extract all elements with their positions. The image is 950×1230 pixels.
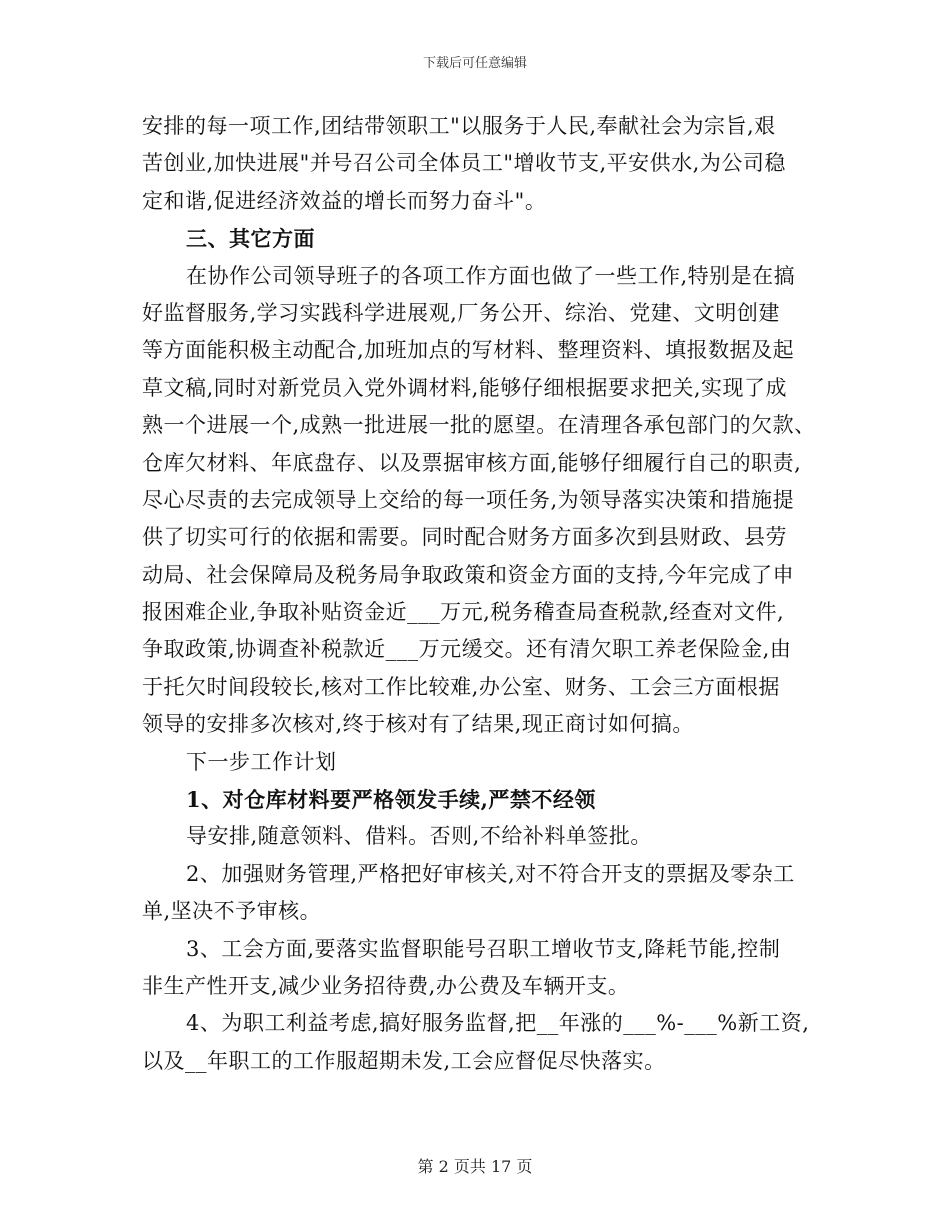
paragraph-line: 定和谐,促进经济效益的增长而努力奋斗"。 (142, 188, 547, 213)
paragraph-line: 争取政策,协调查补税款近___万元缓交。还有清欠职工养老保险金,由 (142, 637, 792, 662)
paragraph-line: 苦创业,加快进展"并号召公司全体员工"增收节支,平安供水,为公司稳 (142, 151, 786, 176)
paragraph-line: 安排的每一项工作,团结带领职工"以服务于人民,奉献社会为宗旨,艰 (142, 114, 776, 138)
paragraph-line: 导安排,随意领料、借料。否则,不给补料单签批。 (186, 824, 652, 849)
document-body (142, 108, 822, 1080)
paragraph-line: 非生产性开支,减少业务招待费,办公费及车辆开支。 (142, 973, 630, 998)
page-header-note: 下载后可任意编辑 (422, 56, 527, 71)
paragraph-line: 好监督服务,学习实践科学进展观,厂务公开、综治、党建、文明创建 (142, 300, 780, 325)
paragraph-line: 单,坚决不予审核。 (142, 899, 322, 924)
paragraph-line: 仓库欠材料、年底盘存、以及票据审核方面,能够仔细履行自己的职责, (142, 450, 802, 475)
paragraph-line: 等方面能积极主动配合,加班加点的写材料、整理资料、填报数据及起 (142, 338, 795, 363)
paragraph-line: 以及__年职工的工作服超期未发,工会应督促尽快落实。 (142, 1048, 666, 1073)
paragraph-line: 4、为职工利益考虑,搞好服务监督,把__年涨的___%-___%新工资, (186, 1011, 810, 1036)
paragraph-line: 在协作公司领导班子的各项工作方面也做了一些工作,特别是在搞 (186, 263, 796, 288)
paragraph-line: 动局、社会保障局及税务局争取政策和资金方面的支持,今年完成了申 (142, 562, 795, 587)
section-heading-line: 三、其它方面 (186, 226, 315, 252)
paragraph-line: 报困难企业,争取补贴资金近___万元,税务稽查局查税款,经查对文件, (142, 600, 785, 625)
paragraph-line: 2、加强财务管理,严格把好审核关,对不符合开支的票据及零杂工 (186, 861, 795, 886)
section-heading-line: 1、对仓库材料要严格领发手续,严禁不经领 (186, 787, 596, 813)
paragraph-line: 熟一个进展一个,成熟一批进展一批的愿望。在清理各承包部门的欠款、 (142, 413, 816, 438)
paragraph-line: 领导的安排多次核对,终于核对有了结果,现正商讨如何搞。 (142, 712, 694, 737)
paragraph-line: 下一步工作计划 (186, 749, 337, 774)
paragraph-line: 尽心尽责的去完成领导上交给的每一项任务,为领导落实决策和措施提 (142, 487, 795, 512)
paragraph-line: 3、工会方面,要落实监督职能号召职工增收节支,降耗节能,控制 (186, 936, 781, 961)
paragraph-line: 于托欠时间段较长,核对工作比较难,办公室、财务、工会三方面根据 (142, 674, 780, 699)
paragraph-line: 供了切实可行的依据和需要。同时配合财务方面多次到县财政、县劳 (142, 525, 787, 550)
paragraph-line: 草文稿,同时对新党员入党外调材料,能够仔细根据要求把关,实现了成 (142, 375, 788, 400)
page-number: 第 2 页共 17 页 (417, 1157, 533, 1176)
